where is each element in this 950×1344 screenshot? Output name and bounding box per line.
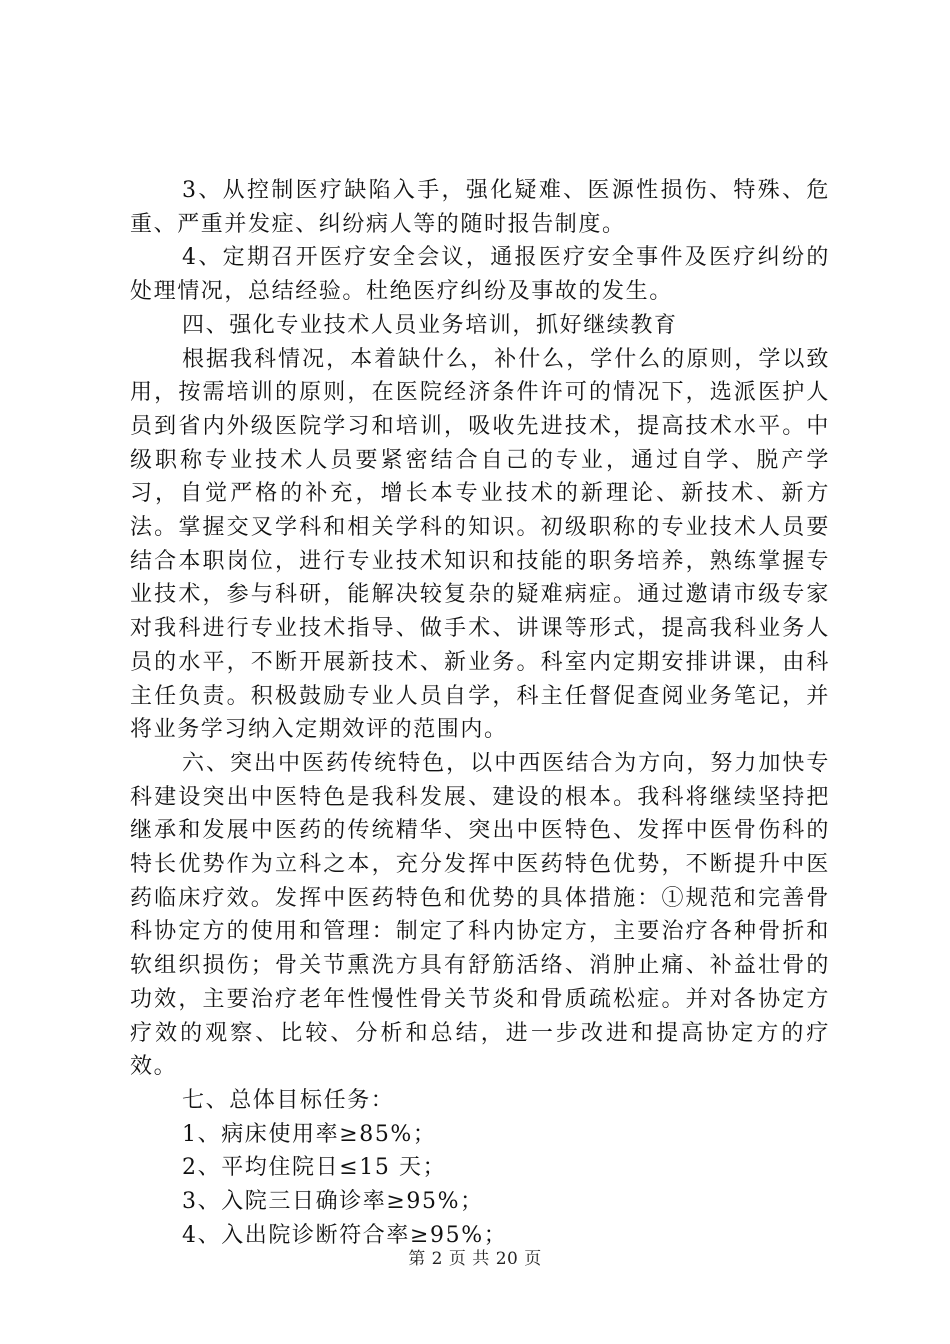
paragraph-training-details: 根据我科情况，本着缺什么，补什么，学什么的原则，学以致用，按需培训的原则，在医院经济条件许可的情况下，选派医护人员到省内外级医院学习和培训，吸收先进技术，提高技术水平。中级职称专业技术人员要紧密结合自己的专业，通过自学、脱产学习，自觉严格的补充，增长本专业技术的新理论、新技术、新方法。掌握交叉学科和相关学科的知识。初级职称的专业技术人员要结合本职岗位，进行专业技术知识和技能的职务培养，熟练掌握专业技术，参与科研，能解决较复杂的疑难病症。通过邀请市级专家对我科进行专业技术指导、做手术、讲课等形式，提高我科业务人员的水平，不断开展新技术、新业务。科室内定期安排讲课，由科主任负责。积极鼓励专业人员自学，科主任督促查阅业务笔记，并将业务学习纳入定期效评的范围内。 bbox=[130, 346, 830, 743]
paragraph-report-system: 3、从控制医疗缺陷入手，强化疑难、医源性损伤、特殊、危重、严重并发症、纠纷病人等的随时报告制度。 bbox=[130, 178, 830, 237]
page-footer: 第 2 页 共 20 页 bbox=[408, 1249, 542, 1269]
paragraph-safety-meeting: 4、定期召开医疗安全会议，通报医疗安全事件及医疗纠纷的处理情况，总结经验。杜绝医疗纠纷及事故的发生。 bbox=[130, 245, 830, 305]
section-heading-targets: 七、总体目标任务： bbox=[182, 1087, 395, 1113]
document-body bbox=[130, 174, 830, 1253]
target-item-stay-days: 2、平均住院日≤15 天； bbox=[182, 1155, 447, 1181]
target-item-diagnosis-match: 4、入出院诊断符合率≥95%； bbox=[182, 1222, 508, 1248]
target-item-diagnosis-rate: 3、入院三日确诊率≥95%； bbox=[182, 1189, 484, 1215]
paragraph-tcm-features: 六、突出中医药传统特色，以中西医结合为方向，努力加快专科建设突出中医特色是我科发展、建设的根本。我科将继续坚持把继承和发展中医药的传统精华、突出中医特色、发挥中医骨伤科的特长优势作为立科之本，充分发挥中医药特色优势，不断提升中医药临床疗效。发挥中医药特色和优势的具体措施：①规范和完善骨科协定方的使用和管理：制定了科内协定方，主要治疗各种骨折和软组织损伤；骨关节熏洗方具有舒筋活络、消肿止痛、补益壮骨的功效，主要治疗老年性慢性骨关节炎和骨质疏松症。并对各协定方疗效的观察、比较、分析和总结，进一步改进和提高协定方的疗效。 bbox=[130, 750, 830, 1080]
target-item-bed-usage: 1、病床使用率≥85%； bbox=[182, 1121, 437, 1147]
section-heading-training: 四、强化专业技术人员业务培训，抓好继续教育 bbox=[182, 312, 678, 338]
